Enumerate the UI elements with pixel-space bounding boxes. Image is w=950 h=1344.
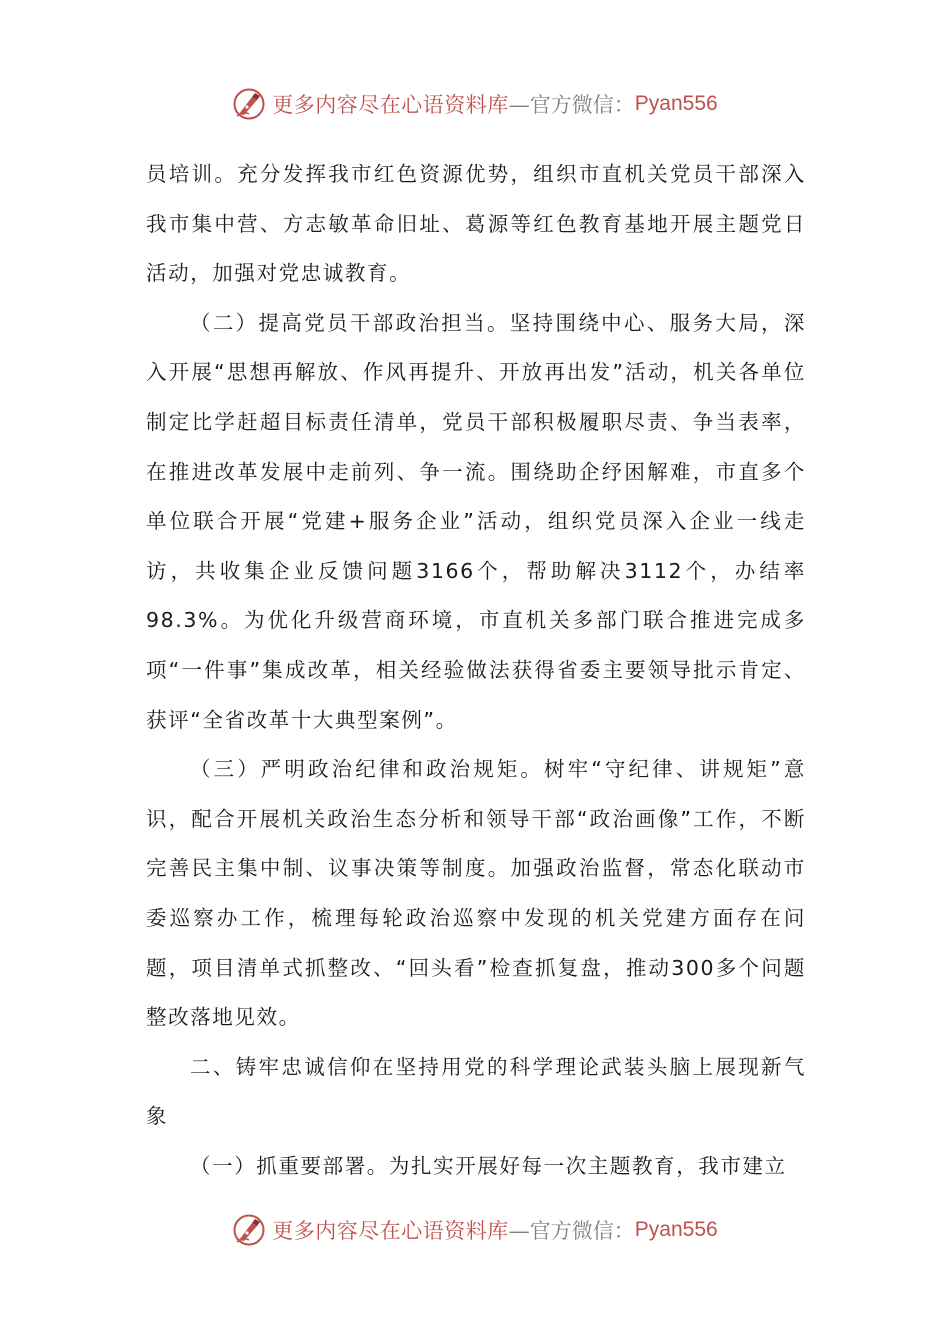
watermark-separator: —官方微信： <box>508 1219 635 1243</box>
pen-nib-logo-icon <box>232 87 266 121</box>
paragraph-subsection-1: （一）抓重要部署。为扎实开展好每一次主题教育，我市建立 <box>190 1153 787 1178</box>
paragraph-section-2: （二）提高党员干部政治担当。坚持围绕中心、服务大局，深入开展“思想再解放、作风再提升、开放再出发”活动，机关各单位制定比学赶超目标责任清单，党员干部积极履职尽责、争当表率，在推进改革发展中走前列、争一流。围绕助企纾困解难，市直多个单位联合开展“党建+服务企业”活动，组织党员深入企业一线走访，共收集企业反馈问题3166个，帮助解决3112个，办结率98.3%。为优化升级营商环境，市直机关多部门联合推进完成多项“一件事”集成改革，相关经验做法获得省委主要领导批示肯定、获评“全省改革十大典型案例”。 <box>146 310 806 732</box>
watermark-separator: —官方微信： <box>508 93 635 117</box>
watermark-text: 更多内容尽在心语资料库 <box>272 93 509 117</box>
watermark-account: Pyan556 <box>634 1218 718 1241</box>
document-body <box>146 150 806 1191</box>
paragraph-continuation: 员培训。充分发挥我市红色资源优势，组织市直机关党员干部深入我市集中营、方志敏革命旧址、葛源等红色教育基地开展主题党日活动，加强对党忠诚教育。 <box>146 162 806 286</box>
watermark-account: Pyan556 <box>634 92 718 115</box>
pen-nib-logo-icon <box>232 1213 266 1247</box>
paragraph-section-3: （三）严明政治纪律和政治规矩。树牢“守纪律、讲规矩”意识，配合开展机关政治生态分析和领导干部“政治画像”工作，不断完善民主集中制、议事决策等制度。加强政治监督，常态化联动市委巡察办工作，梳理每轮政治巡察中发现的机关党建方面存在问题，项目清单式抓整改、“回头看”检查抓复盘，推动300多个问题整改落地见效。 <box>146 757 806 1030</box>
footer-watermark <box>0 1210 950 1250</box>
header-watermark <box>0 84 950 124</box>
watermark-text: 更多内容尽在心语资料库 <box>272 1219 509 1243</box>
section-heading: 二、铸牢忠诚信仰在坚持用党的科学理论武装头脑上展现新气象 <box>146 1054 806 1129</box>
